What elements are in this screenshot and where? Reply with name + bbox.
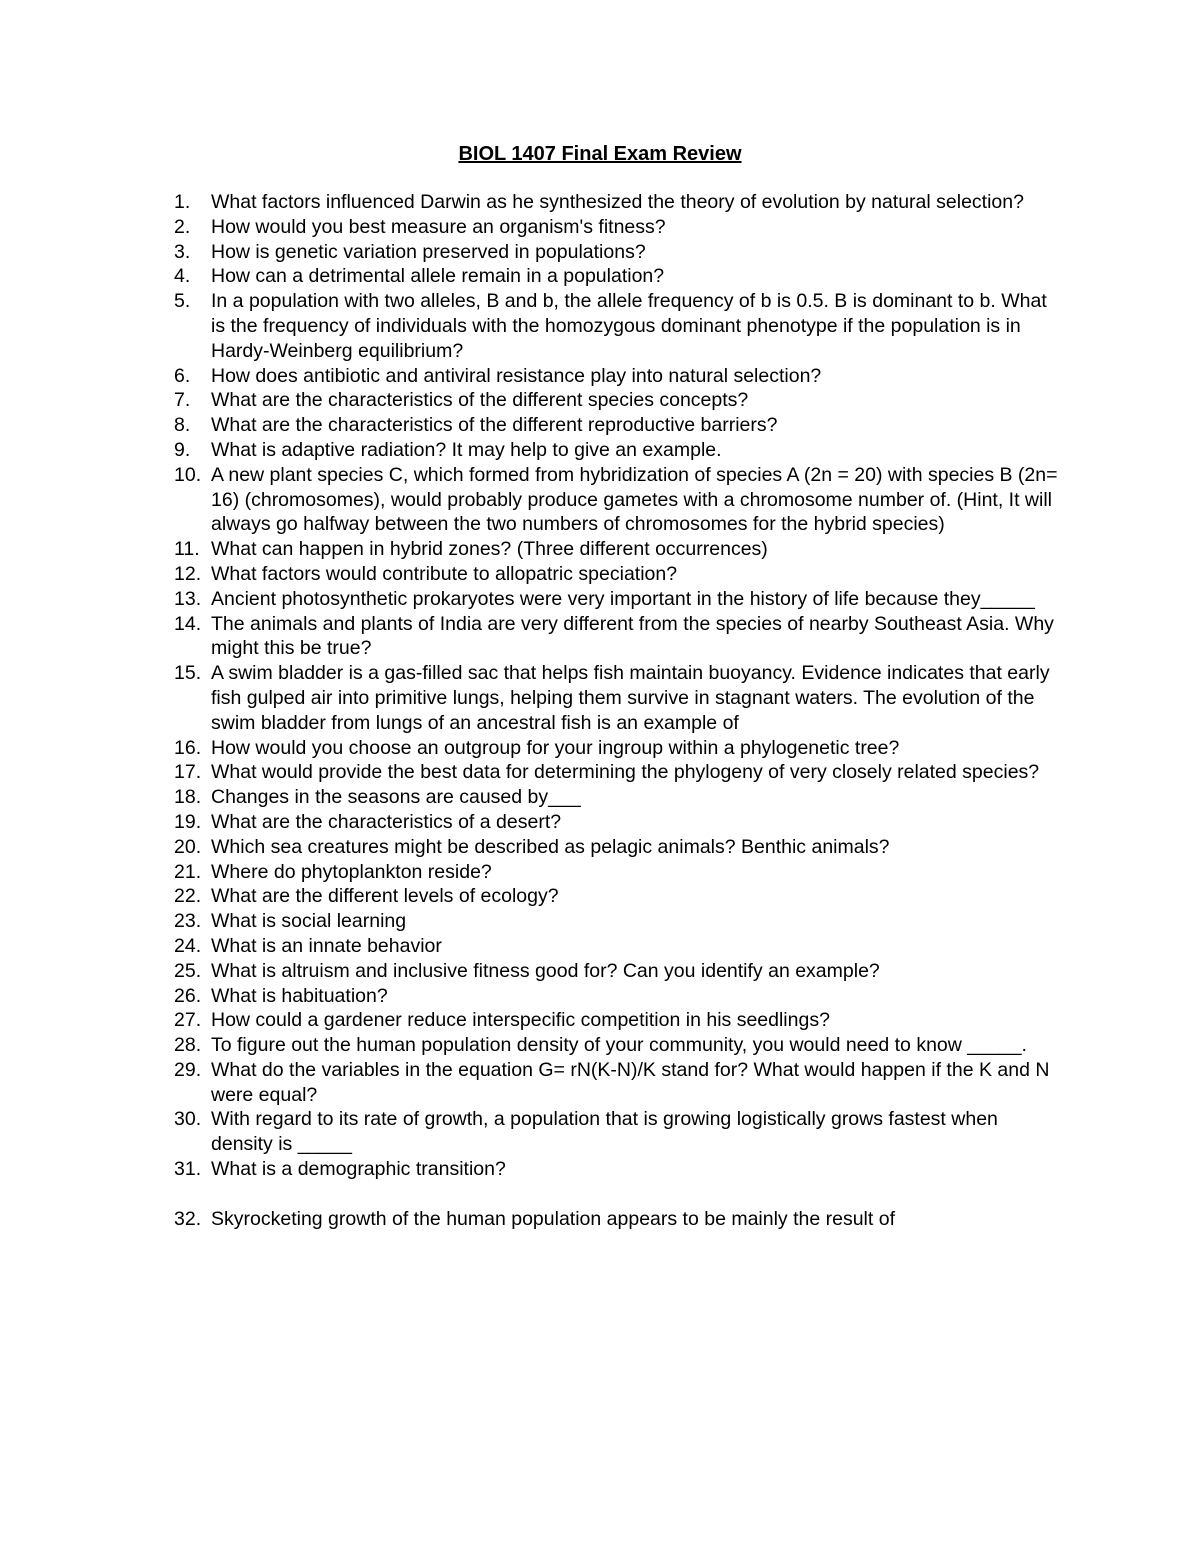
question-text: Which sea creatures might be described as pelagic animals? Benthic animals?	[211, 835, 890, 858]
question-text: How does antibiotic and antiviral resistance play into natural selection?	[211, 364, 822, 387]
question-item	[0, 562, 1061, 587]
question-item	[0, 612, 1061, 662]
question-item	[0, 934, 1061, 959]
question-item	[0, 860, 1061, 885]
question-number: 11.	[174, 538, 200, 561]
question-item	[0, 289, 1061, 363]
question-text: What is social learning	[211, 910, 407, 933]
question-text: With regard to its rate of growth, a population that is growing logistically grows fastest when density is _____	[211, 1108, 998, 1156]
question-text: What would provide the best data for determining the phylogeny of very closely related species?	[211, 761, 1040, 784]
question-text: What are the characteristics of the different reproductive barriers?	[211, 414, 778, 437]
question-text: What are the different levels of ecology?	[211, 885, 559, 908]
question-number: 19.	[174, 810, 202, 833]
question-number: 24.	[174, 934, 202, 957]
question-text: How would you best measure an organism's fitness?	[211, 215, 666, 238]
question-number: 18.	[174, 786, 202, 809]
question-number: 31.	[174, 1158, 202, 1181]
question-item	[0, 438, 1061, 463]
question-text: How can a detrimental allele remain in a population?	[211, 265, 665, 288]
question-text: What are the characteristics of a desert?	[211, 810, 562, 833]
question-text: Ancient photosynthetic prokaryotes were very important in the history of life because they_____	[211, 587, 1035, 610]
question-text: How is genetic variation preserved in populations?	[211, 240, 646, 263]
question-text: The animals and plants of India are very different from the species of nearby Southeast Asia. Why might this be true?	[211, 612, 1054, 660]
question-number: 23.	[174, 910, 202, 933]
question-item	[0, 1058, 1061, 1108]
question-text: What factors would contribute to allopatric speciation?	[211, 562, 678, 585]
question-item	[0, 413, 1061, 438]
question-number: 21.	[174, 860, 202, 883]
question-number: 3.	[174, 240, 191, 263]
question-item	[0, 959, 1061, 984]
question-text: What is adaptive radiation? It may help to give an example.	[211, 438, 722, 461]
question-item	[0, 1207, 1061, 1232]
question-item	[0, 661, 1061, 735]
question-item	[0, 537, 1061, 562]
question-item	[0, 810, 1061, 835]
question-item	[0, 264, 1061, 289]
question-number: 5.	[174, 290, 191, 313]
question-text: How could a gardener reduce interspecific competition in his seedlings?	[211, 1009, 830, 1032]
question-number: 32.	[174, 1207, 202, 1230]
question-item	[0, 1157, 1061, 1182]
question-number: 25.	[174, 959, 202, 982]
question-number: 6.	[174, 364, 191, 387]
question-number: 20.	[174, 835, 202, 858]
question-number: 29.	[174, 1058, 202, 1081]
question-text: In a population with two alleles, B and b, the allele frequency of b is 0.5. B is dominant to b. What is the frequency of individuals with the homozygous dominant phenotype if the population is in Hardy-Weinberg equilibrium?	[211, 290, 1047, 362]
question-text: Where do phytoplankton reside?	[211, 860, 492, 883]
question-number: 2.	[174, 215, 191, 238]
question-number: 4.	[174, 265, 191, 288]
question-text: How would you choose an outgroup for your ingroup within a phylogenetic tree?	[211, 736, 900, 759]
question-number: 10.	[174, 463, 202, 486]
question-text: What is altruism and inclusive fitness good for? Can you identify an example?	[211, 959, 880, 982]
question-number: 16.	[174, 736, 202, 759]
question-text: A new plant species C, which formed from hybridization of species A (2n = 20) with species B (2n= 16) (chromosomes), would probably produce gametes with a chromosome number of. (Hint, It will always go halfway between the two numbers of chromosomes for the hybrid species)	[211, 463, 1058, 536]
question-item	[0, 364, 1061, 389]
question-number: 13.	[174, 587, 202, 610]
question-text: What do the variables in the equation G= rN(K-N)/K stand for? What would happen if the K and N were equal?	[211, 1058, 1050, 1106]
question-item	[0, 1107, 1061, 1157]
question-text: What is a demographic transition?	[211, 1158, 506, 1181]
question-text: A swim bladder is a gas-filled sac that helps fish maintain buoyancy. Evidence indicates that early fish gulped air into primitive lungs, helping them survive in stagnant waters. The evolution of the swim bladder from lungs of an ancestral fish is an example of	[211, 662, 1050, 734]
question-text: Changes in the seasons are caused by___	[211, 786, 581, 809]
question-item	[0, 240, 1061, 265]
question-item	[0, 587, 1061, 612]
question-text: To figure out the human population density of your community, you would need to know _____.	[211, 1034, 1027, 1057]
question-item	[0, 785, 1061, 810]
question-text: What are the characteristics of the different species concepts?	[211, 389, 749, 412]
question-item	[0, 760, 1061, 785]
question-number: 17.	[174, 761, 202, 784]
question-number: 28.	[174, 1034, 202, 1057]
question-number: 1.	[174, 191, 191, 213]
question-text: What is habituation?	[211, 984, 388, 1007]
question-item	[0, 884, 1061, 909]
question-number: 30.	[174, 1108, 202, 1131]
question-item	[0, 463, 1061, 537]
question-number: 9.	[174, 438, 191, 461]
question-list	[0, 190, 1200, 1231]
question-item	[0, 736, 1061, 761]
question-number: 12.	[174, 562, 202, 585]
question-item	[0, 215, 1061, 240]
question-item	[0, 388, 1061, 413]
question-item	[0, 909, 1061, 934]
question-number: 26.	[174, 984, 202, 1007]
question-text: Skyrocketing growth of the human population appears to be mainly the result of	[211, 1207, 895, 1230]
question-number: 15.	[174, 662, 202, 685]
question-number: 8.	[174, 414, 191, 437]
document-title: BIOL 1407 Final Exam Review	[458, 143, 742, 165]
question-item	[0, 1008, 1061, 1033]
question-item	[0, 1033, 1061, 1058]
question-number: 14.	[174, 612, 202, 635]
question-number: 22.	[174, 885, 202, 908]
question-text: What is an innate behavior	[211, 934, 442, 957]
question-text: What factors influenced Darwin as he synthesized the theory of evolution by natural selection?	[211, 191, 1024, 213]
question-number: 27.	[174, 1009, 202, 1032]
question-item	[0, 835, 1061, 860]
question-item	[0, 190, 1061, 215]
question-text: What can happen in hybrid zones? (Three different occurrences)	[211, 538, 768, 561]
question-item	[0, 984, 1061, 1009]
question-number: 7.	[174, 389, 191, 412]
